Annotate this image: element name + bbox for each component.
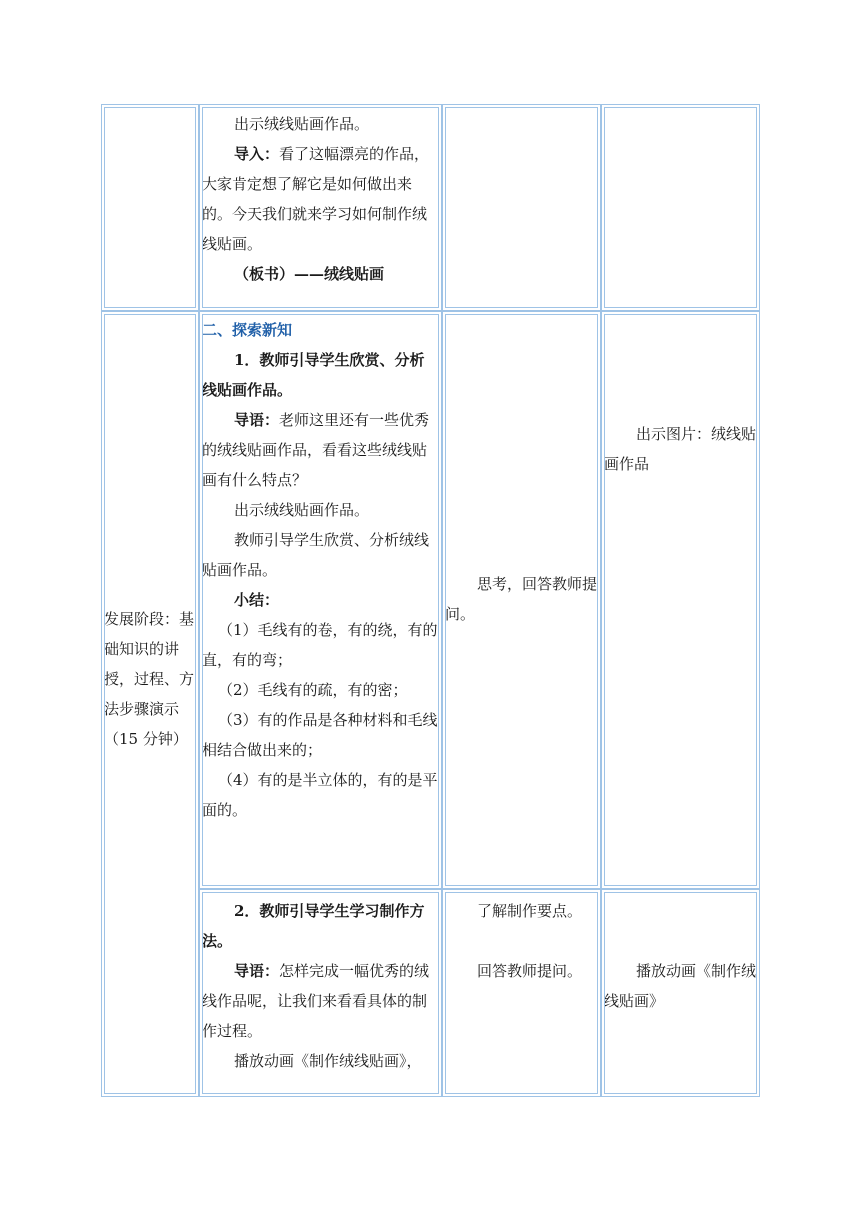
student-action-2: 回答教师提问。 [477,962,583,980]
media-text: 播放动画《制作绒线贴画》 [604,962,757,1010]
item-2-title: 2．教师引导学生学习制作方法。 [202,902,425,950]
intro-label: 导入： [234,145,280,163]
student-action-1: 了解制作要点。 [477,902,583,920]
media-cell [601,889,760,1097]
media-cell [601,311,760,889]
guide-text: 怎样完成一幅优秀的绒线作品呢，让我们来看看具体的制作过程。 [202,962,430,1040]
guide-label: 导语： [234,411,280,429]
item-1-title: 1．教师引导学生欣赏、分析线贴画作品。 [202,351,425,399]
student-activity-cell [442,311,601,889]
media-text: 出示图片：绒线贴画作品 [604,425,757,473]
student-activity-cell [442,104,601,311]
summary-label: 小结： [234,591,280,609]
guide-paragraph [200,956,441,1046]
teacher-activity-cell [199,889,442,1097]
lead-text: 教师引导学生欣赏、分析绒线贴画作品。 [202,531,430,579]
student-activity-cell [442,889,601,1097]
media-cell [601,104,760,311]
show-work-text: 出示绒线贴画作品。 [234,115,370,133]
teacher-activity-cell [199,104,442,311]
guide-label: 导语： [234,962,280,980]
stage-label-cell [101,311,199,1097]
stage-label: 发展阶段：基础知识的讲授，过程、方法步骤演示 （15 分钟） [104,610,195,748]
lesson-plan-table [101,104,760,1097]
play-animation-text: 播放动画《制作绒线贴画》， [234,1052,422,1070]
section-heading: 二、探索新知 [202,321,293,339]
stage-cell-empty [101,104,199,311]
teacher-activity-cell [199,311,442,889]
intro-paragraph [200,139,441,259]
summary-point-2: （2）毛线有的疏，有的密； [218,681,408,699]
summary-point-1: （1）毛线有的卷，有的绕，有的直，有的弯； [202,621,438,669]
summary-point-3: （3）有的作品是各种材料和毛线相结合做出来的； [202,711,438,759]
student-response: 思考，回答教师提问。 [445,575,598,623]
intro-text: 看了这幅漂亮的作品，大家肯定想了解它是如何做出来的。今天我们就来学习如何制作绒线贴画。 [202,145,430,253]
show-work-text: 出示绒线贴画作品。 [234,501,370,519]
guide-paragraph [200,405,441,495]
summary-point-4: （4）有的是半立体的，有的是平面的。 [202,771,438,819]
board-title: （板书）——绒线贴画 [234,265,385,283]
guide-text: 老师这里还有一些优秀的绒线贴画作品，看看这些绒线贴画有什么特点？ [202,411,430,489]
